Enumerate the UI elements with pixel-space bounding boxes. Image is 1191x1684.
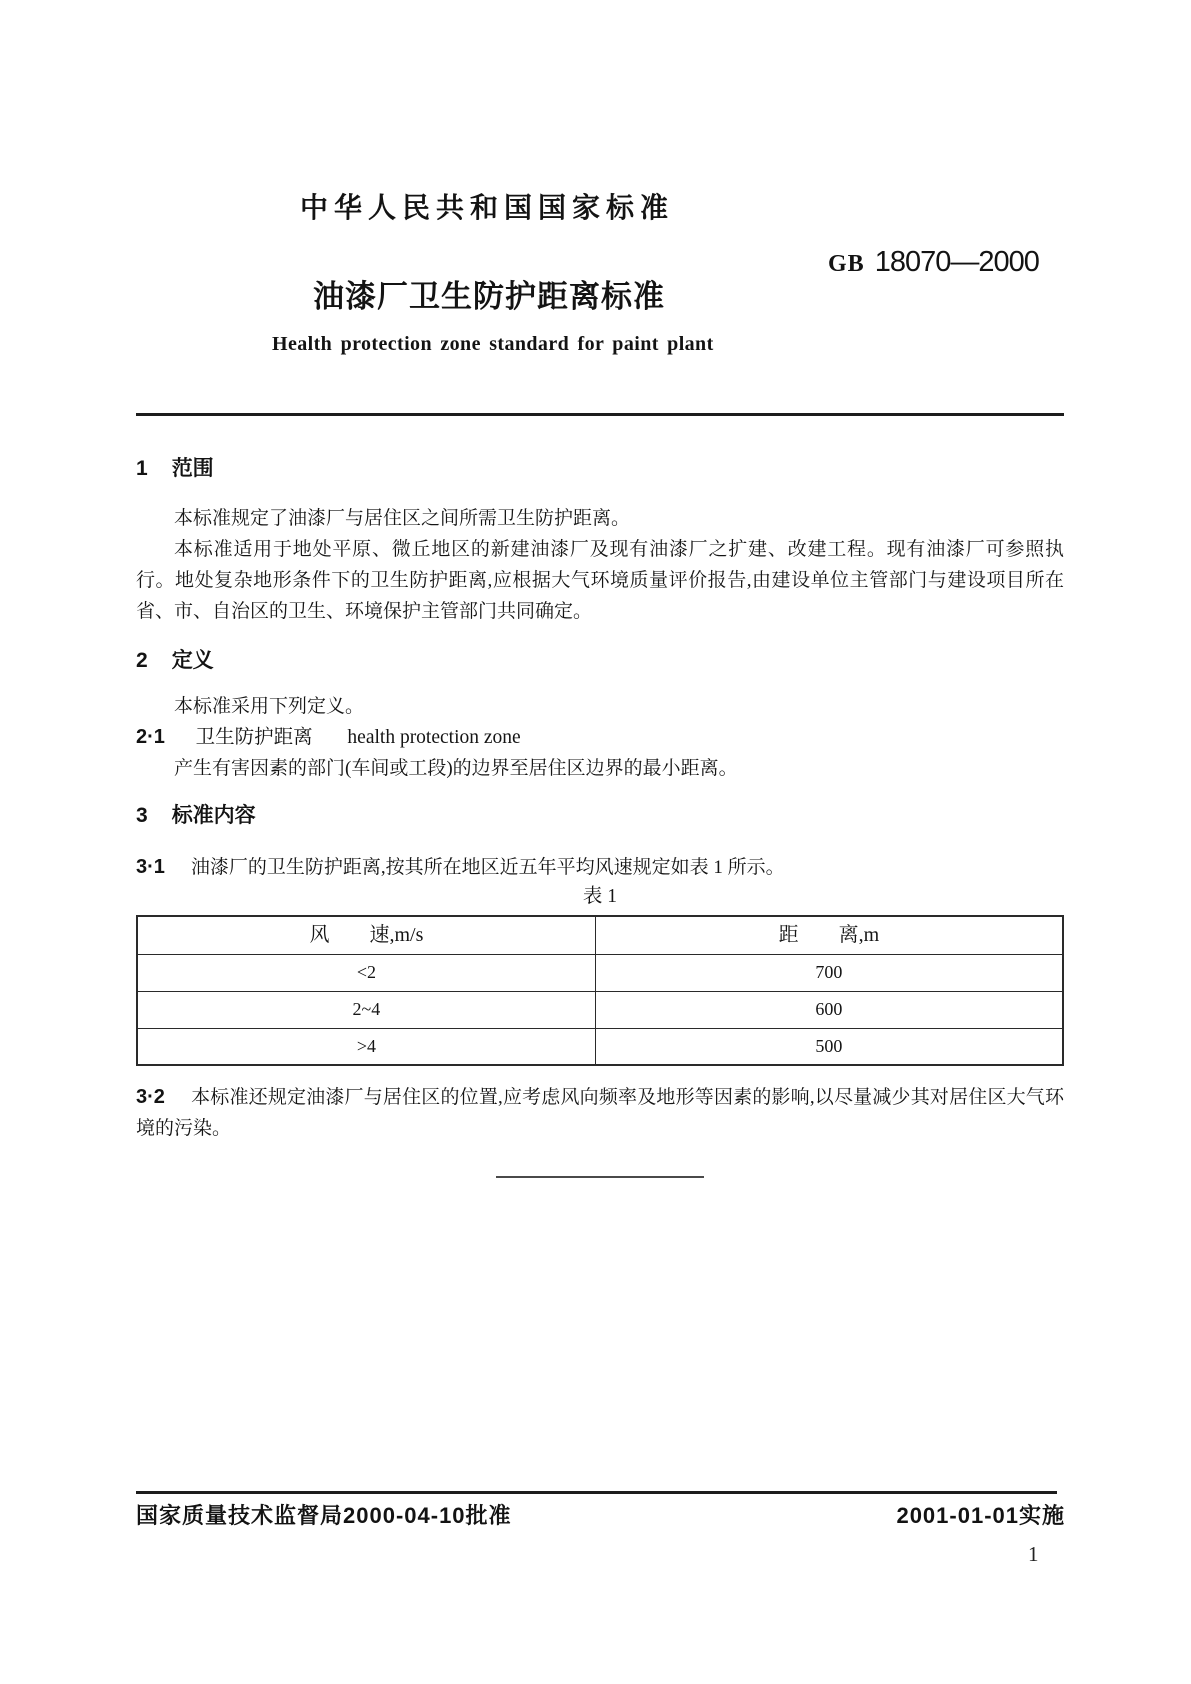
section-3-number: 3 xyxy=(136,804,148,827)
section-1-heading xyxy=(136,455,1064,483)
section-1-title: 范围 xyxy=(171,457,214,480)
subsection-2-1 xyxy=(136,722,1064,753)
subsection-3-1 xyxy=(136,852,1064,883)
section-3-title: 标准内容 xyxy=(171,804,256,827)
table-row xyxy=(137,991,1063,1028)
section-2-heading xyxy=(136,647,1064,675)
standard-number-value: 18070—2000 xyxy=(874,246,1039,278)
section-2-title: 定义 xyxy=(171,649,214,672)
term-zh: 卫生防护距离 xyxy=(195,727,313,748)
footer-divider xyxy=(136,1491,1057,1494)
footer xyxy=(136,1499,1065,1530)
implementation-note: 2001-01-01实施 xyxy=(896,1503,1065,1528)
table-1-col-header-distance: 距 离,m xyxy=(595,916,1063,954)
cell-distance: 500 xyxy=(595,1028,1063,1065)
table-1-col-header-wind-speed: 风 速,m/s xyxy=(137,916,595,954)
cell-wind-speed: <2 xyxy=(137,954,595,991)
subsection-3-1-text: 油漆厂的卫生防护距离,按其所在地区近五年平均风速规定如表 1 所示。 xyxy=(190,857,785,878)
header-divider xyxy=(136,413,1064,416)
subsection-3-2 xyxy=(136,1082,1064,1144)
national-standard-label: 中华人民共和国国家标准 xyxy=(300,192,675,223)
table-1-header-row xyxy=(137,916,1063,954)
section-1-number: 1 xyxy=(136,457,148,480)
approval-note: 国家质量技术监督局2000-04-10批准 xyxy=(136,1503,512,1528)
subsection-2-1-definition: 产生有害因素的部门(车间或工段)的边界至居住区边界的最小距离。 xyxy=(174,758,738,779)
section-1-paragraph-2: 本标准适用于地处平原、微丘地区的新建油漆厂及现有油漆厂之扩建、改建工程。现有油漆厂可参照执行。地处复杂地形条件下的卫生防护距离,应根据大气环境质量评价报告,由建设单位主管部门与建设项目所在省、市、自治区的卫生、环境保护主管部门共同确定。 xyxy=(136,539,1064,622)
standard-number xyxy=(828,246,1039,279)
page-number: 1 xyxy=(1028,1542,1039,1566)
end-of-text-rule xyxy=(496,1176,704,1178)
table-row xyxy=(137,954,1063,991)
section-2-number: 2 xyxy=(136,649,148,672)
section-2-intro: 本标准采用下列定义。 xyxy=(174,696,365,717)
subsection-3-1-number: 3·1 xyxy=(136,856,165,878)
cell-distance: 700 xyxy=(595,954,1063,991)
cell-distance: 600 xyxy=(595,991,1063,1028)
term-en: health protection zone xyxy=(347,727,521,748)
section-3-heading xyxy=(136,802,1064,830)
subsection-3-2-number: 3·2 xyxy=(136,1086,165,1108)
standard-number-prefix: GB xyxy=(828,251,865,277)
subsection-2-1-number: 2·1 xyxy=(136,726,165,748)
cell-wind-speed: 2~4 xyxy=(137,991,595,1028)
section-1-paragraph-1: 本标准规定了油漆厂与居住区之间所需卫生防护距离。 xyxy=(174,508,631,529)
cell-wind-speed: >4 xyxy=(137,1028,595,1065)
table-row xyxy=(137,1028,1063,1065)
table-1-caption: 表 1 xyxy=(582,886,618,907)
document-title-en: Health protection zone standard for paint plant xyxy=(272,333,714,355)
table-1 xyxy=(136,915,1064,1066)
subsection-3-2-text: 本标准还规定油漆厂与居住区的位置,应考虑风向频率及地形等因素的影响,以尽量减少其对居住区大气环境的污染。 xyxy=(136,1087,1064,1139)
document-title-zh: 油漆厂卫生防护距离标准 xyxy=(313,279,665,314)
document-body xyxy=(136,455,1064,1144)
